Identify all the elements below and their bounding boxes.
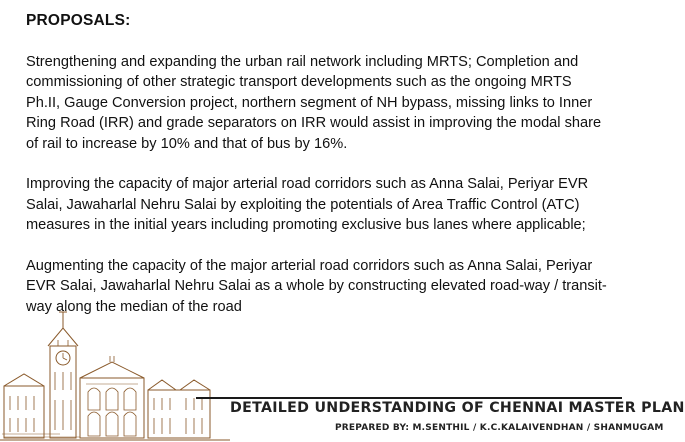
proposal-paragraph-2 [26, 174, 620, 235]
footer-title: DETAILED UNDERSTANDING OF CHENNAI MASTER PLAN [230, 400, 685, 416]
footer-divider [196, 397, 622, 399]
paragraph-line: EVR Salai, Jawaharlal Nehru Salai as a whole by constructing elevated road-way / transit- [26, 278, 607, 295]
proposal-body [26, 52, 620, 338]
paragraph-line: commissioning of other strategic transport developments such as the ongoing MRTS [26, 74, 572, 91]
paragraph-line: measures in the initial years including promoting exclusive bus lanes where applicable; [26, 217, 586, 234]
proposal-paragraph-1 [26, 52, 620, 154]
paragraph-line: of rail to increase by 10% and that of bus by 16%. [26, 135, 348, 152]
building-sketch-icon [0, 300, 230, 442]
paragraph-line: way along the median of the road [26, 298, 242, 315]
footer-credit: PREPARED BY: M.SENTHIL / K.C.KALAIVENDHAN / SHANMUGAM [335, 423, 664, 433]
paragraph-line: Improving the capacity of major arterial road corridors such as Anna Salai, Periyar EVR [26, 176, 589, 193]
paragraph-line: Augmenting the capacity of the major arterial road corridors such as Anna Salai, Periyar [26, 258, 593, 275]
slide-heading: PROPOSALS: [26, 12, 131, 29]
paragraph-line: Strengthening and expanding the urban rail network including MRTS; Completion and [26, 54, 579, 70]
paragraph-line: Ring Road (IRR) and grade separators on IRR would assist in improving the modal share [26, 115, 602, 132]
paragraph-line: Salai, Jawaharlal Nehru Salai by exploiting the potentials of Area Traffic Control (ATC) [26, 196, 580, 213]
paragraph-line: Ph.II, Gauge Conversion project, northern segment of NH bypass, missing links to Inner [26, 94, 593, 111]
